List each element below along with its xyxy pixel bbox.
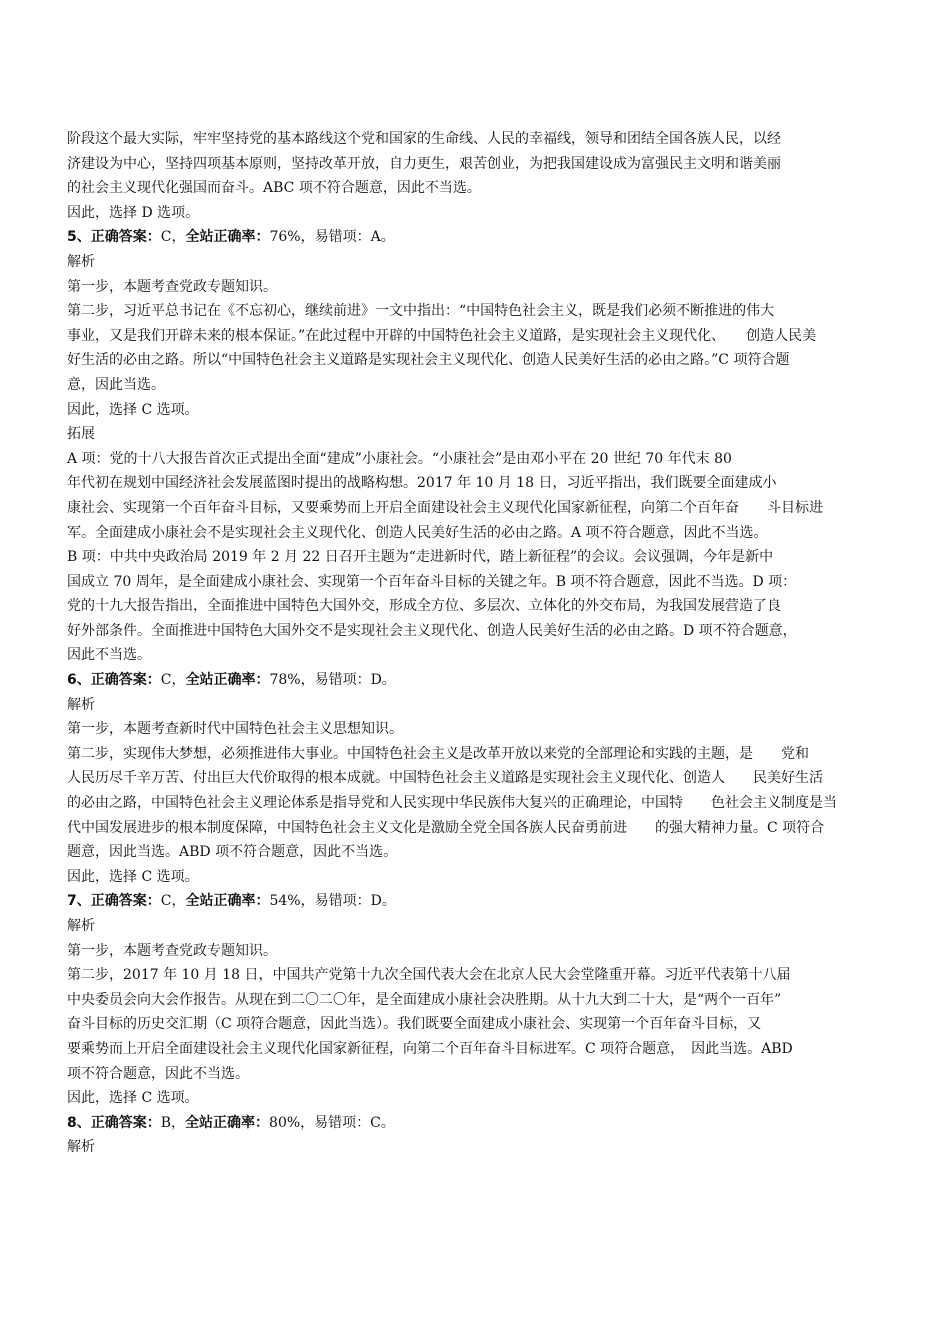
text-line: 的社会主义现代化强国而奋斗。ABC 项不符合题意，因此不当选。 xyxy=(67,180,481,197)
step-one: 第一步，本题考查党政专题知识。 xyxy=(67,942,277,959)
rate-value: 78%，易错项：D。 xyxy=(269,672,396,689)
text-line: 第二步，2017 年 10 月 18 日，中国共产党第十九次全国代表大会在北京人民大会堂隆重开幕。习近平代表第十八届 xyxy=(67,967,791,984)
conclusion: 因此，选择 C 选项。 xyxy=(67,1090,199,1107)
answer-label: 7、正确答案： xyxy=(67,893,161,910)
text-line: 项不符合题意，因此不当选。 xyxy=(67,1065,249,1082)
rate-label: 全站正确率： xyxy=(185,229,270,246)
answer-header-q6 xyxy=(67,668,893,693)
text-line: 济建设为中心，坚持四项基本原则，坚持改革开放，自力更生，艰苦创业，为把我国建设成为富强民主文明和谐美丽 xyxy=(67,155,781,172)
step-one: 第一步，本题考查新时代中国特色社会主义思想知识。 xyxy=(67,721,403,738)
step-one: 第一步，本题考查党政专题知识。 xyxy=(67,278,277,295)
answer-header-q8 xyxy=(67,1111,893,1136)
answer-header-q5 xyxy=(67,225,893,250)
text-line: 康社会、实现第一个百年奋斗目标，又要乘势而上开启全面建设社会主义现代化国家新征程，向第二个百年奋 斗目标进 xyxy=(67,499,823,516)
rate-value: 80%，易错项：C。 xyxy=(269,1114,395,1131)
expand-label: 拓展 xyxy=(67,426,95,443)
answer-value: B， xyxy=(160,1114,186,1131)
text-line: 事业，又是我们开辟未来的根本保证。”在此过程中开辟的中国特色社会主义道路，是实现社会主义现代化、 创造人民美 xyxy=(67,327,817,344)
text-line: 好生活的必由之路。所以“中国特色社会主义道路是实现社会主义现代化、创造人民美好生活的必由之路。”C 项符合题 xyxy=(67,352,790,369)
text-line: B 项：中共中央政治局 2019 年 2 月 22 日召开主题为“走进新时代，踏上新征程”的会议。会议强调，今年是新中 xyxy=(67,549,774,566)
text-line: 国成立 70 周年，是全面建成小康社会、实现第一个百年奋斗目标的关键之年。B 项不符合题意，因此不当选。D 项： xyxy=(67,573,797,590)
analysis-label: 解析 xyxy=(67,1139,95,1156)
text-line: 好外部条件。全面推进中国特色大国外交不是实现社会主义现代化、创造人民美好生活的必由之路。D 项不符合题意， xyxy=(67,622,797,639)
text-line: 题意，因此当选。ABD 项不符合题意，因此不当选。 xyxy=(67,844,398,861)
text-line: 党的十九大报告指出，全面推进中国特色大国外交，形成全方位、多层次、立体化的外交布局，为我国发展营造了良 xyxy=(67,598,781,615)
rate-value: 54%，易错项：D。 xyxy=(269,893,396,910)
analysis-label: 解析 xyxy=(67,696,95,713)
text-line: 中央委员会向大会作报告。从现在到二〇二〇年，是全面建成小康社会决胜期。从十九大到二十大，是“两个一百年” xyxy=(67,991,782,1008)
text-line: 年代初在规划中国经济社会发展蓝图时提出的战略构想。2017 年 10 月 18 日，习近平指出，我们既要全面建成小 xyxy=(67,475,777,492)
text-line: 阶段这个最大实际，牢牢坚持党的基本路线这个党和国家的生命线、人民的幸福线，领导和团结全国各族人民，以经 xyxy=(67,131,781,147)
analysis-label: 解析 xyxy=(67,918,95,934)
text-line: 第二步，实现伟大梦想，必须推进伟大事业。中国特色社会主义是改革开放以来党的全部理论和实践的主题，是 党和 xyxy=(67,745,809,762)
text-line: 代中国发展进步的根本制度保障，中国特色社会主义文化是激励全党全国各族人民奋勇前进 的强大精神力量。C 项符合 xyxy=(67,819,825,836)
answer-value: C， xyxy=(160,893,186,910)
answer-header-q7 xyxy=(67,889,893,914)
text-line: 奋斗目标的历史交汇期（C 项符合题意，因此当选）。我们既要全面建成小康社会、实现第一个百年奋斗目标，又 xyxy=(67,1016,762,1033)
text-line: 人民历尽千辛万苦、付出巨大代价取得的根本成就。中国特色社会主义道路是实现社会主义现代化、创造人 民美好生活 xyxy=(67,770,823,787)
text-line: 要乘势而上开启全面建设社会主义现代化国家新征程，向第二个百年奋斗目标进军。C 项符合题意， 因此当选。ABD xyxy=(67,1040,793,1057)
rate-label: 全站正确率： xyxy=(185,1114,270,1131)
rate-label: 全站正确率： xyxy=(185,893,270,910)
answer-label: 8、正确答案： xyxy=(67,1114,161,1131)
answer-label: 6、正确答案： xyxy=(67,672,161,689)
text-line: 因此不当选。 xyxy=(67,647,151,664)
answer-label: 5、正确答案： xyxy=(67,229,161,246)
conclusion: 因此，选择 C 选项。 xyxy=(67,401,199,418)
conclusion: 因此，选择 C 选项。 xyxy=(67,868,199,885)
text-line: 军。全面建成小康社会不是实现社会主义现代化、创造人民美好生活的必由之路。A 项不符合题意，因此不当选。 xyxy=(67,524,768,541)
text-line: 意，因此当选。 xyxy=(67,376,165,393)
text-line: 的必由之路，中国特色社会主义理论体系是指导党和人民实现中华民族伟大复兴的正确理论，中国特 色社会主义制度是当 xyxy=(67,795,837,812)
text-line: A 项：党的十八大报告首次正式提出全面“建成”小康社会。“小康社会”是由邓小平在 20 世纪 70 年代末 80 xyxy=(67,450,732,467)
conclusion: 因此，选择 D 选项。 xyxy=(67,204,200,221)
rate-label: 全站正确率： xyxy=(185,672,270,689)
rate-value: 76%，易错项：A。 xyxy=(269,229,395,246)
document-page xyxy=(67,127,893,1160)
text-line: 第二步，习近平总书记在《不忘初心，继续前进》一文中指出：“中国特色社会主义，既是我们必须不断推进的伟大 xyxy=(67,303,775,320)
answer-value: C， xyxy=(160,672,186,689)
answer-value: C， xyxy=(160,229,186,246)
analysis-label: 解析 xyxy=(67,253,95,270)
